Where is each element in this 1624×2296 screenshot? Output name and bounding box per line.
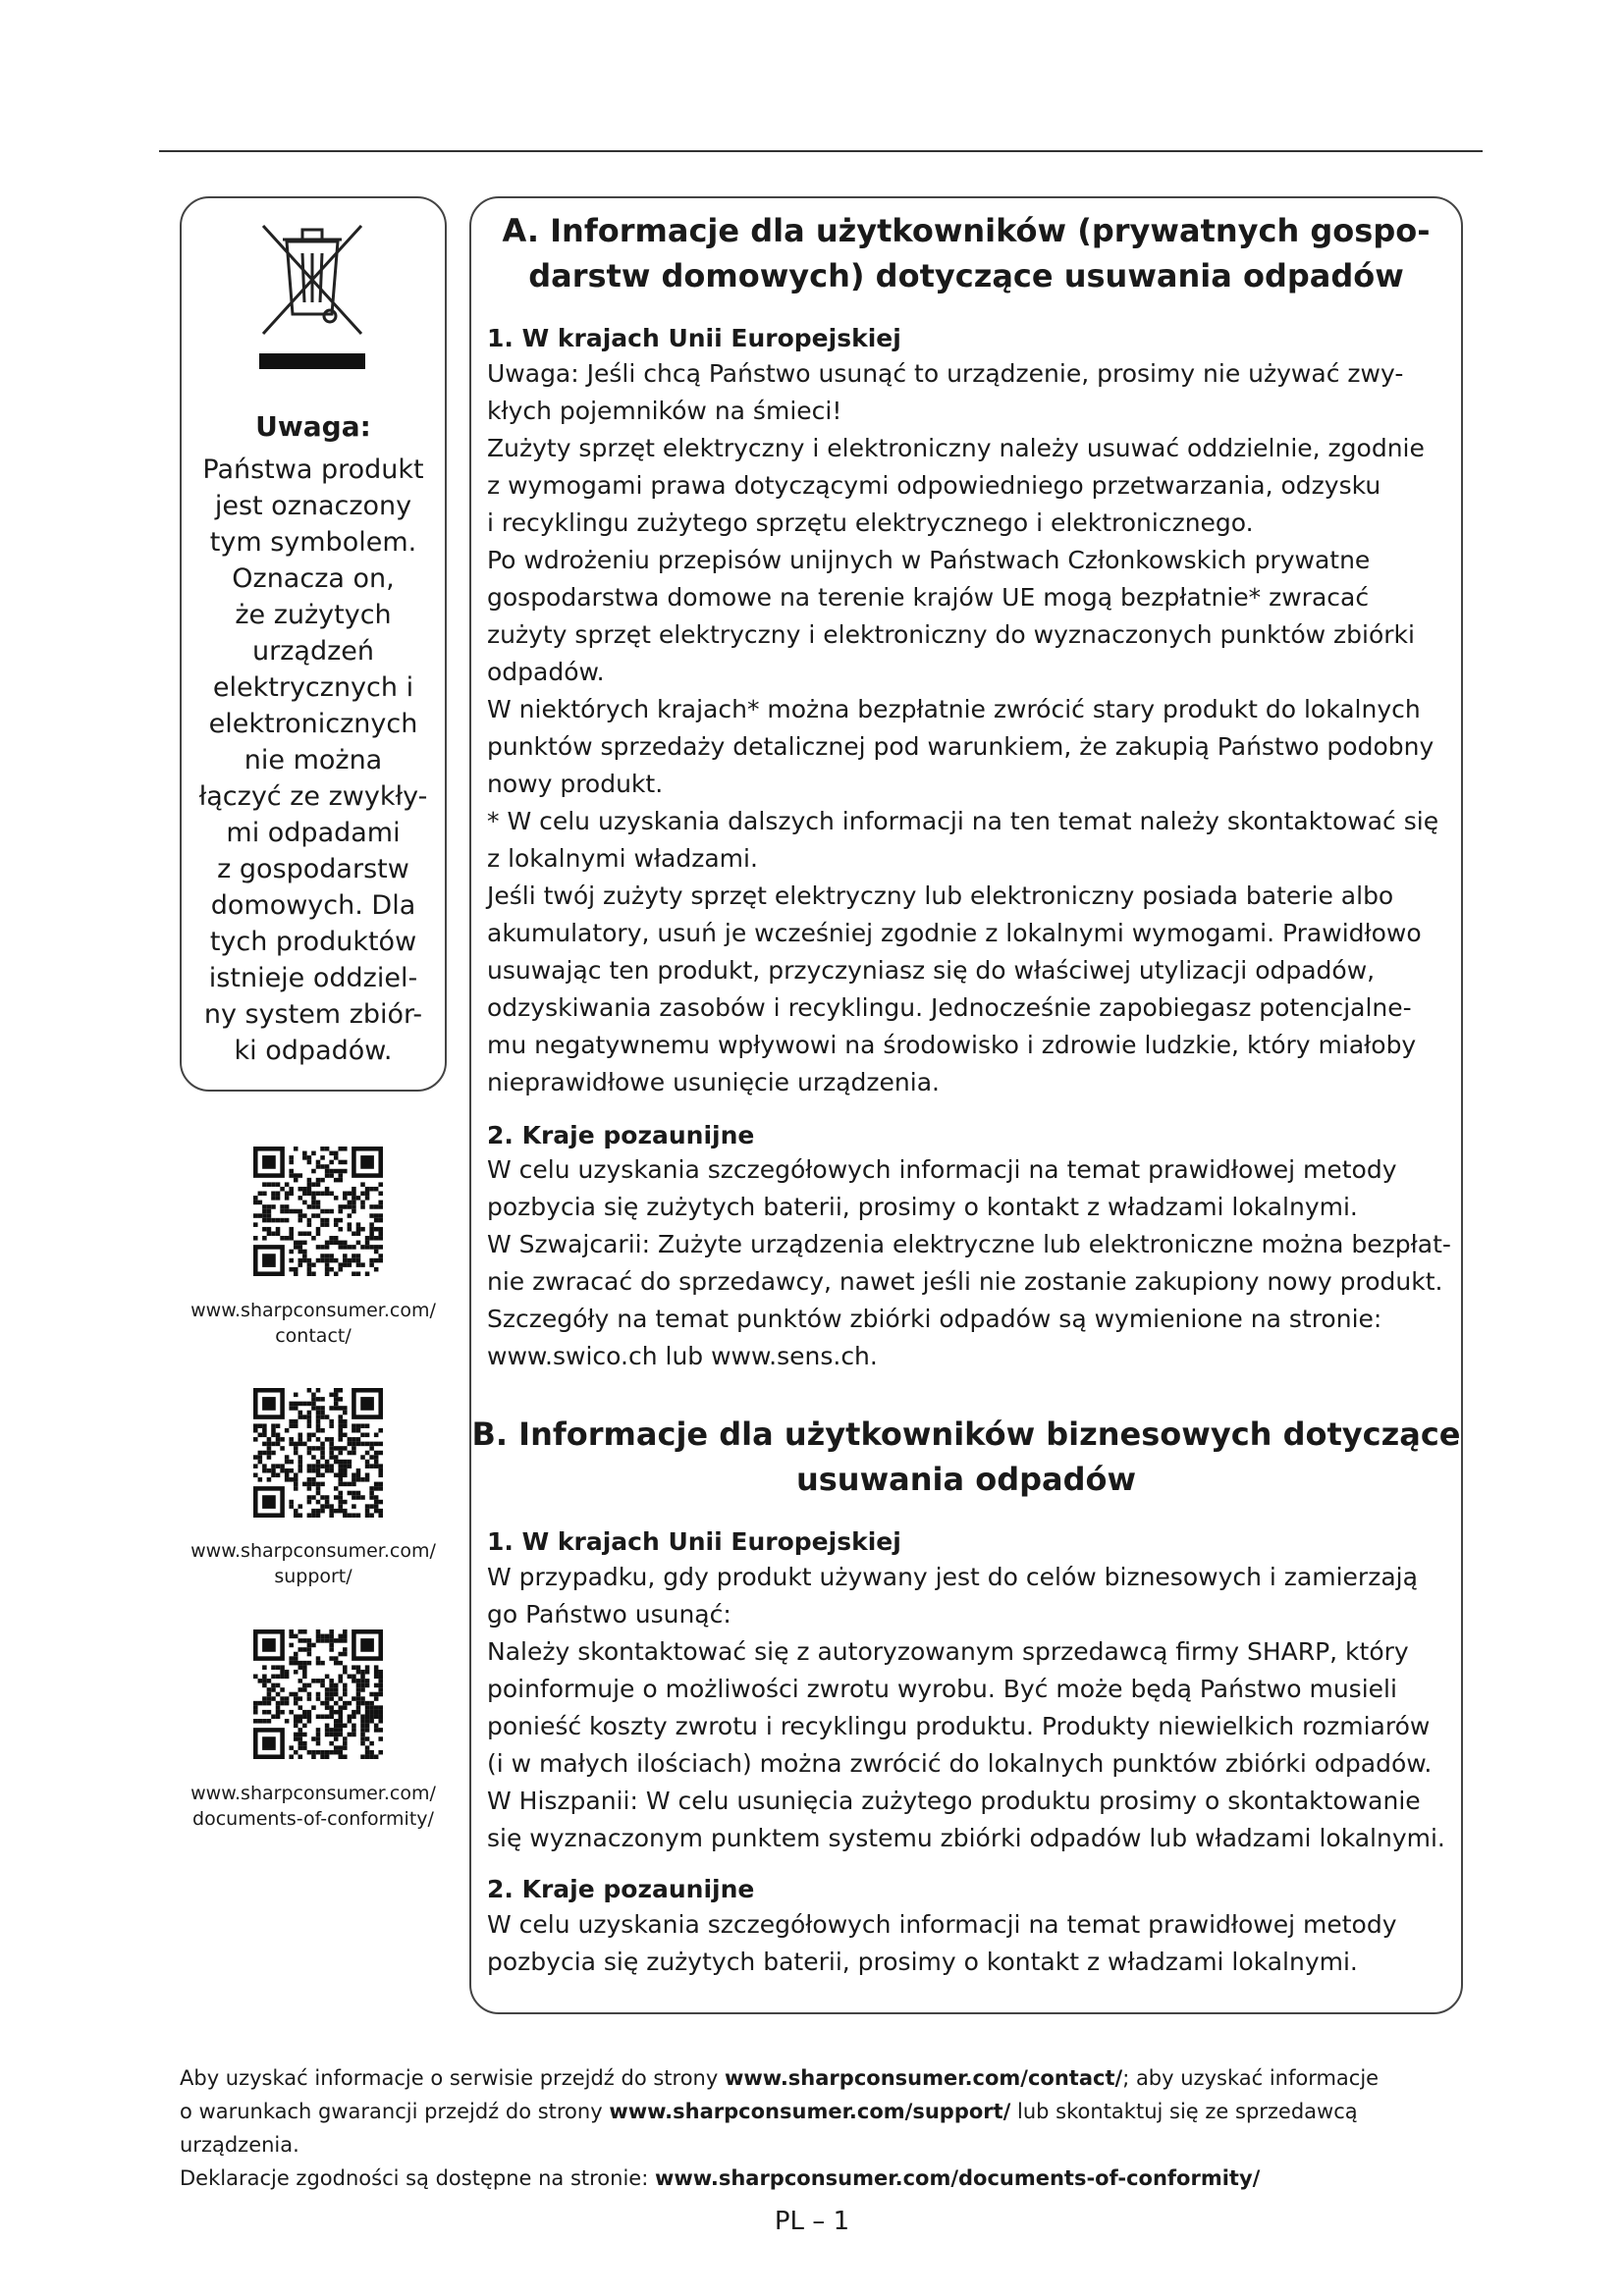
footer-info: Aby uzyskać informacje o serwisie przejdź do strony www.sharpconsumer.com/contact/; aby uzyskać informacje o warunkach gwarancji przejdź do strony www.sharpconsumer.com/support/ lub skontaktuj się ze sprzedawcą urządzenia. Deklaracje zgodności są dostępne na stronie: www.sharpconsumer.com/documents-of-conformity/ bbox=[180, 2066, 1380, 2190]
link-support[interactable]: www.sharpconsumer.com/support/ bbox=[609, 2100, 1011, 2123]
note-body: Państwa produkt jest oznaczony tym symbolem. Oznacza on, że zużytych urządzeń elektrycznych i elektronicznych nie można łączyć ze zwykły- mi odpadami z gospodarstw domowych. Dla tych produktów istnieje oddziel- ny system zbiór- ki odpadów. bbox=[198, 454, 428, 1066]
section-b-title: B. Informacje dla użytkowników biznesowych dotyczące usuwania odpadów bbox=[471, 1415, 1461, 1498]
section-a-sub2-heading: 2. Kraje pozaunijne bbox=[487, 1121, 755, 1149]
section-a-sub2-text: W celu uzyskania szczegółowych informacji na temat prawidłowej metody pozbycia się zużytych baterii, prosimy o kontakt z władzami lokalnymi. W Szwajcarii: Zużyte urządzenia elektryczne lub elektroniczne można bezpłat- nie zwracać do sprzedawcy, nawet jeśli nie zostanie zakupiony nowy produkt. Szczegóły na temat punktów zbiórki odpadów są wymienione na stronie: www.swico.ch lub www.sens.ch. bbox=[487, 1155, 1451, 1370]
link-conformity[interactable]: www.sharpconsumer.com/documents-of-conformity/ bbox=[654, 2166, 1261, 2190]
section-a-title: A. Informacje dla użytkowników (prywatnych gospo- darstw domowych) dotyczące usuwania odpadów bbox=[502, 212, 1431, 294]
qr-code-conformity-icon[interactable] bbox=[253, 1629, 383, 1759]
qr-code-contact-icon[interactable] bbox=[253, 1147, 383, 1276]
note-title: Uwaga: bbox=[255, 410, 371, 443]
section-b-sub2-heading: 2. Kraje pozaunijne bbox=[487, 1875, 755, 1903]
section-a-sub1-text: Uwaga: Jeśli chcą Państwo usunąć to urządzenie, prosimy nie używać zwy- kłych pojemników na śmieci! Zużyty sprzęt elektryczny i elektroniczny należy usuwać oddzielnie, zgodnie z wymogami prawa dotyczącymi odpowiedniego przetwarzania, odzysku i recyklingu zużytego sprzętu elektrycznego i elektronicznego. Po wdrożeniu przepisów unijnych w Państwach Członkowskich prywatne gospodarstwa domowe na terenie krajów UE mogą bezpłatnie* zwracać zużyty sprzęt elektryczny i elektroniczny do wyznaczonych punktów zbiórki odpadów. W niektórych krajach* można bezpłatnie zwrócić stary produkt do lokalnych punktów sprzedaży detalicznej pod warunkiem, że zakupią Państwo podobny nowy produkt. * W celu uzyskania dalszych informacji na ten temat należy skontaktować się z lokalnymi władzami. Jeśli twój zużyty sprzęt elektryczny lub elektroniczny posiada baterie albo akumulatory, usuń je wcześniej zgodnie z lokalnymi wymogami. Prawidłowo usuwając ten produkt, przyczyniasz się do właściwej utylizacji odpadów, odzyskiwania zasobów i recyklingu. Jednocześnie zapobiegasz potencjalne- mu negatywnemu wpływowi na środowisko i zdrowie ludzkie, który miałoby nieprawidłowe usunięcie urządzenia. bbox=[487, 359, 1439, 1096]
qr-caption-support[interactable]: www.sharpconsumer.com/ support/ bbox=[190, 1540, 436, 1587]
page-number: PL – 1 bbox=[774, 2207, 850, 2236]
section-b-sub1-text: W przypadku, gdy produkt używany jest do celów biznesowych i zamierzają go Państwo usunąć: Należy skontaktować się z autoryzowanym sprzedawcą firmy SHARP, który poinformuje o możliwości zwrotu wyrobu. Być może będą Państwo musieli ponieść koszty zwrotu i recyklingu produktu. Produkty niewielkich rozmiarów (i w małych ilościach) można zwrócić do lokalnych punktów zbiórki odpadów. W Hiszpanii: W celu usunięcia zużytego produktu prosimy o skontaktowanie się wyznaczonym punktem systemu zbiórki odpadów lub władzami lokalnymi. bbox=[487, 1563, 1445, 1852]
qr-caption-conformity[interactable]: www.sharpconsumer.com/ documents-of-conformity/ bbox=[190, 1783, 436, 1830]
section-a-sub1-heading: 1. W krajach Unii Europejskiej bbox=[487, 324, 901, 352]
link-contact[interactable]: www.sharpconsumer.com/contact/ bbox=[724, 2066, 1123, 2090]
weee-crossed-bin-icon bbox=[257, 220, 367, 373]
section-b-sub1-heading: 1. W krajach Unii Europejskiej bbox=[487, 1527, 901, 1556]
qr-code-support-icon[interactable] bbox=[253, 1388, 383, 1518]
qr-caption-contact[interactable]: www.sharpconsumer.com/ contact/ bbox=[190, 1300, 436, 1347]
section-b-sub2-text: W celu uzyskania szczegółowych informacji na temat prawidłowej metody pozbycia się zużytych baterii, prosimy o kontakt z władzami lokalnymi. bbox=[487, 1910, 1397, 1976]
top-rule bbox=[159, 150, 1483, 152]
